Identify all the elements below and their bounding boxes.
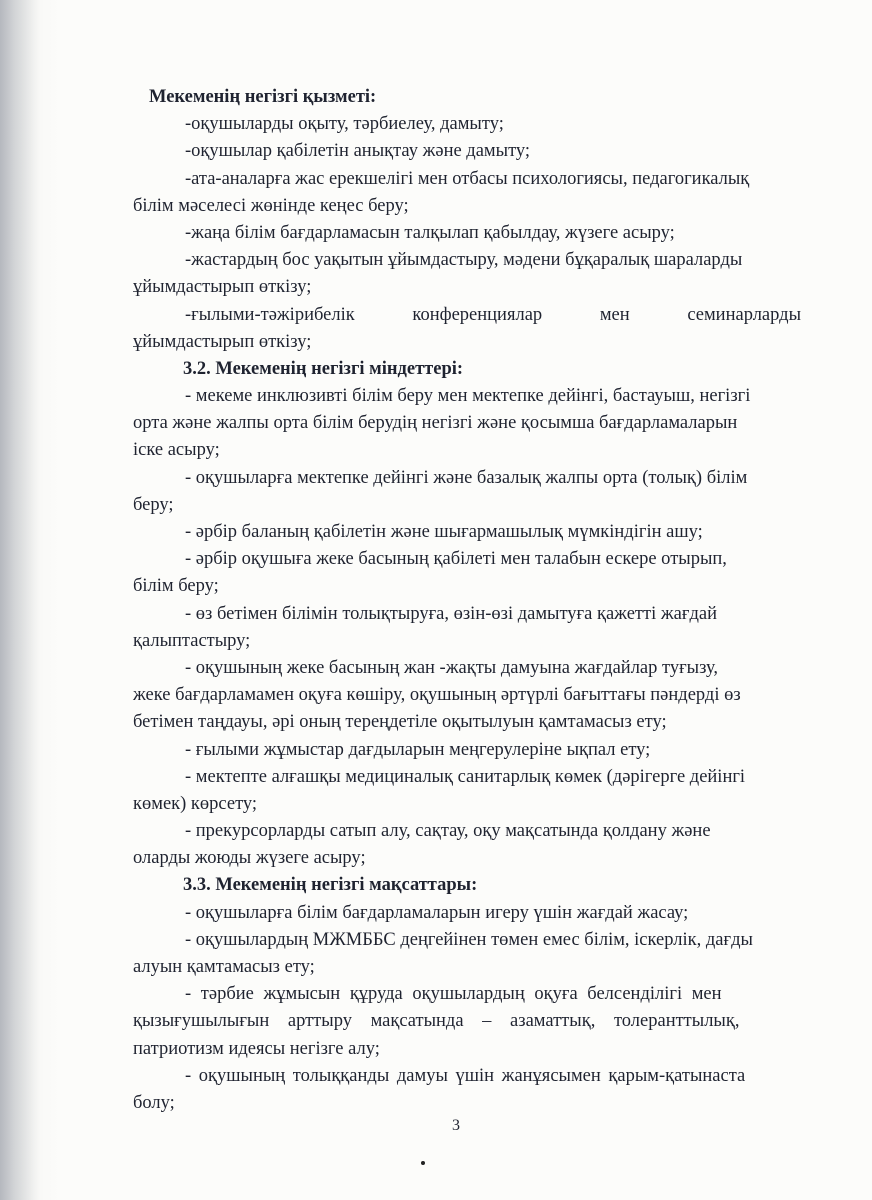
activity-line: білім мәселесі жөнінде кеңес беру; (133, 195, 409, 216)
section-3-3-heading: 3.3. Мекеменің негізгі мақсаттары: (183, 875, 478, 896)
activity-line: ұйымдастырып өткізу; (133, 277, 312, 298)
task-line: - оқушының жеке басының жан -жақты дамуына жағдайлар туғызу, (185, 657, 719, 678)
section-3-2-heading: 3.2. Мекеменің негізгі міндеттері: (183, 358, 464, 379)
goal-line: қызығушылығын арттыру мақсатында – азаматтық, толеранттылық, (133, 1011, 740, 1032)
goal-line: - тәрбие жұмысын құруда оқушылардың оқуға белсенділігі мен (185, 984, 722, 1005)
task-line: білім беру; (133, 576, 219, 597)
activity-word: конференциялар (412, 304, 543, 325)
task-line: бетімен таңдауы, әрі оның тереңдетіле оқытылуын қамтамасыз ету; (133, 712, 667, 733)
page-fold-shadow (0, 0, 40, 1200)
main-heading: Мекеменің негізгі қызметі: (149, 87, 377, 107)
task-line: қалыптастыру; (133, 630, 251, 651)
page-number: 3 (452, 1117, 460, 1134)
activity-line: -оқушылар қабілетін анықтау және дамыту; (185, 141, 531, 162)
activity-line: -жастардың бос уақытын ұйымдастыру, мәдени бұқаралық шараларды (185, 250, 743, 271)
task-line: - өз бетімен білімін толықтыруға, өзін-өзі дамытуға қажетті жағдай (185, 603, 717, 624)
task-line: - мектепте алғашқы медициналық санитарлық көмек (дәрігерге дейінгі (185, 766, 746, 787)
goal-line: болу; (133, 1092, 175, 1113)
goal-line: алуын қамтамасыз ету; (133, 957, 315, 977)
task-line: - ғылыми жұмыстар дағдыларын меңгерулеріне ықпал ету; (185, 739, 651, 760)
task-line: - прекурсорларды сатып алу, сақтау, оқу мақсатында қолдану және (185, 821, 711, 842)
scan-speck (421, 1161, 425, 1165)
activity-line: ұйымдастырып өткізу; (133, 331, 312, 352)
activity-line: -ата-аналарға жас ерекшелігі мен отбасы психологиясы, педагогикалық (185, 168, 750, 189)
activity-word: мен (599, 304, 630, 325)
task-line: көмек) көрсету; (133, 793, 258, 814)
activity-word: -ғылыми-тәжірибелік (185, 304, 355, 325)
activity-line-justified (133, 302, 801, 329)
activity-word: семинарларды (687, 304, 801, 325)
goal-line: патриотизм идеясы негізге алу; (133, 1038, 380, 1059)
document-body (133, 84, 801, 1117)
task-line: іске асыру; (133, 440, 220, 461)
task-line: орта және жалпы орта білім берудің негізгі және қосымша бағдарламаларын (133, 413, 738, 434)
goal-line: - оқушының толыққанды дамуы үшін жанұясымен қарым-қатынаста (185, 1065, 746, 1086)
task-line: оларды жоюды жүзеге асыру; (133, 848, 366, 869)
goal-line: - оқушыларға білім бағдарламаларын игеру үшін жағдай жасау; (185, 902, 689, 923)
activity-line: -жаңа білім бағдарламасын талқылап қабылдау, жүзеге асыру; (185, 222, 675, 243)
task-line: жеке бағдарламамен оқуға көшіру, оқушының әртүрлі бағыттағы пәндерді өз (133, 685, 741, 706)
activity-line: -оқушыларды оқыту, тәрбиелеу, дамыту; (185, 114, 504, 135)
goal-line: - оқушылардың МЖМББС деңгейінен төмен емес білім, іскерлік, дағды (185, 929, 753, 950)
task-line: - әрбір баланың қабілетін және шығармашылық мүмкіндігін ашу; (185, 522, 703, 542)
task-line: - оқушыларға мектепке дейінгі және базалық жалпы орта (толық) білім (185, 467, 748, 488)
task-line: беру; (133, 494, 174, 515)
task-line: - мекеме инклюзивті білім беру мен мектепке дейінгі, бастауыш, негізгі (185, 386, 751, 407)
task-line: - әрбір оқушыға жеке басының қабілеті мен талабын ескере отырып, (185, 549, 727, 570)
